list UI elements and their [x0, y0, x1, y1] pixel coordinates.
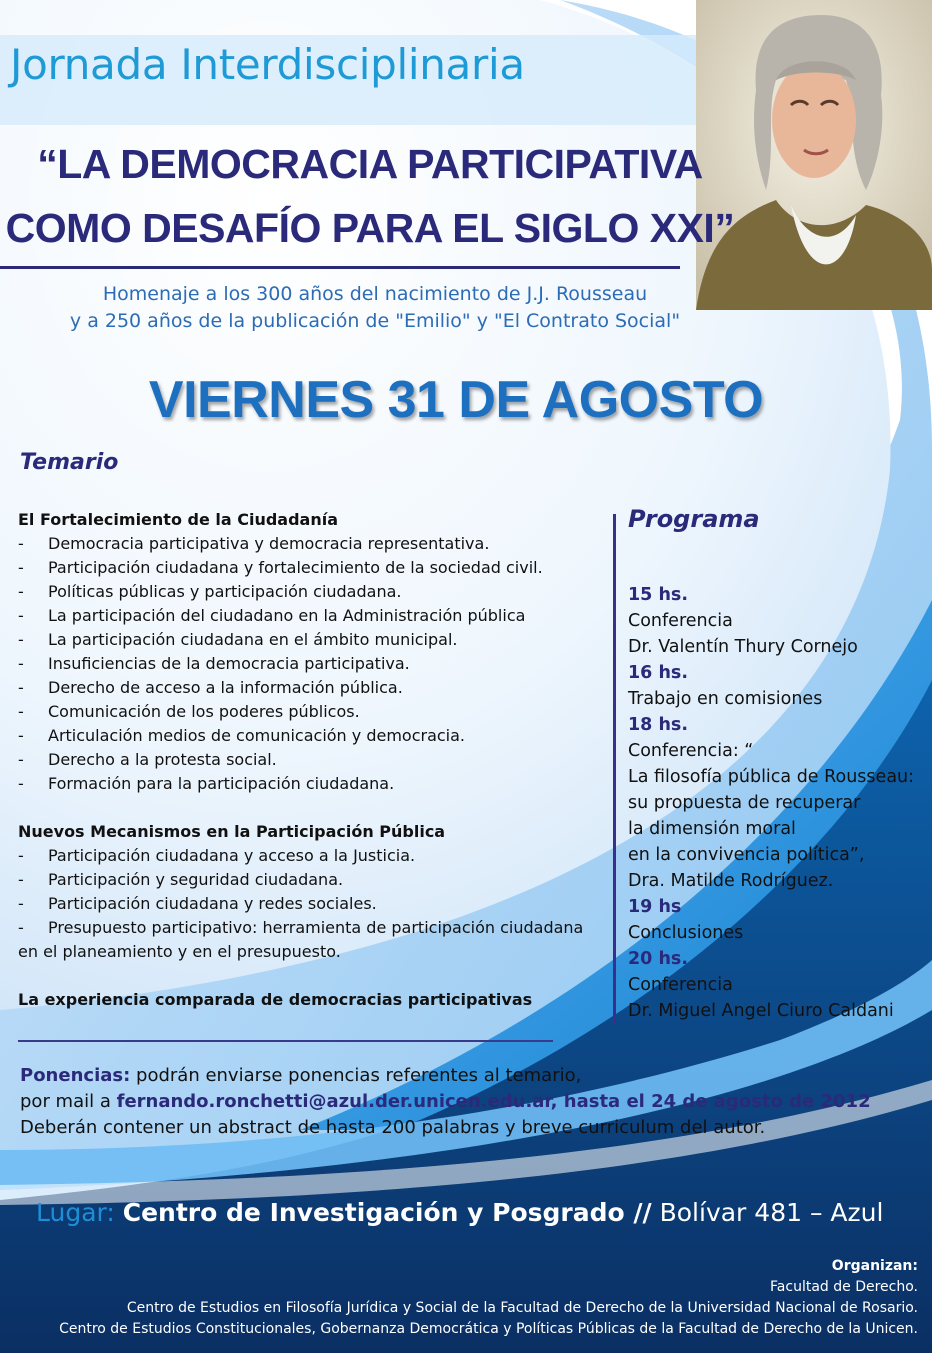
- schedule-line: Dra. Matilde Rodríguez.: [628, 871, 834, 891]
- programa-heading: Programa: [628, 505, 760, 533]
- list-item: - Participación ciudadana y fortalecimiento de la sociedad civil.: [18, 558, 543, 577]
- schedule-line: Trabajo en comisiones: [628, 689, 823, 709]
- schedule-line: Dr. Valentín Thury Cornejo: [628, 637, 858, 657]
- temario-list: [18, 508, 618, 1012]
- ponencias-line-3: Deberán contener un abstract de hasta 200 palabras y breve curriculum del autor.: [20, 1117, 766, 1138]
- event-date: VIERNES 31 DE AGOSTO: [148, 371, 764, 429]
- ponencias-block: [20, 1063, 920, 1141]
- list-item: - La participación ciudadana en el ámbito municipal.: [18, 630, 458, 649]
- section-divider: [18, 1040, 553, 1042]
- list-item: - Presupuesto participativo: herramienta de participación ciudadana: [18, 918, 584, 937]
- schedule-hour: 16 hs.: [628, 663, 688, 683]
- schedule-hour: 15 hs.: [628, 585, 688, 605]
- ponencias-label: Ponencias:: [20, 1065, 131, 1086]
- schedule-hour: 20 hs.: [628, 949, 688, 969]
- venue-line: [36, 1198, 883, 1227]
- schedule-line: Conclusiones: [628, 923, 744, 943]
- submission-deadline: , hasta el 24 de agosto de 2012: [550, 1091, 871, 1112]
- temario-heading: Temario: [20, 450, 119, 475]
- schedule-line: su propuesta de recuperar: [628, 793, 861, 813]
- organizer-item: Facultad de Derecho.: [770, 1279, 918, 1295]
- homage-line-2: y a 250 años de la publicación de "Emilio" y "El Contrato Social": [69, 310, 681, 332]
- list-item: - Participación ciudadana y acceso a la Justicia.: [18, 846, 416, 865]
- schedule-line: la dimensión moral: [628, 819, 796, 839]
- list-item: - Insuficiencias de la democracia participativa.: [18, 654, 410, 673]
- venue-label: Lugar:: [36, 1198, 115, 1227]
- list-item: - Articulación medios de comunicación y democracia.: [18, 726, 466, 745]
- list-item-continuation: en el planeamiento y en el presupuesto.: [18, 942, 341, 961]
- ponencias-line-2: por mail a fernando.ronchetti@azul.der.unicen.edu.ar, hasta el 24 de agosto de 2012: [20, 1091, 871, 1112]
- list-item: - Formación para la participación ciudadana.: [18, 774, 395, 793]
- event-title-line-2: COMO DESAFÍO PARA EL SIGLO XXI”: [5, 205, 735, 251]
- title-divider: [0, 266, 680, 269]
- ponencias-line-1: Ponencias: podrán enviarse ponencias referentes al temario,: [20, 1065, 582, 1086]
- venue-name: Centro de Investigación y Posgrado //: [122, 1198, 652, 1227]
- organizer-item: Centro de Estudios Constitucionales, Gobernanza Democrática y Políticas Públicas de la Facultad de Derecho de la Unicen.: [59, 1321, 918, 1337]
- homage-text: [20, 281, 730, 335]
- schedule-hour: 18 hs.: [628, 715, 688, 735]
- schedule-hour: 19 hs: [628, 897, 682, 917]
- event-type-heading: Jornada Interdisciplinaria: [10, 40, 525, 89]
- schedule-line: La filosofía pública de Rousseau:: [628, 767, 915, 787]
- schedule-line: en la convivencia política”,: [628, 845, 865, 865]
- section-title-nuevos-mecanismos: Nuevos Mecanismos en la Participación Pública: [18, 822, 446, 841]
- organizers-heading: Organizan:: [831, 1258, 918, 1274]
- list-item: - Políticas públicas y participación ciudadana.: [18, 582, 402, 601]
- event-title: [0, 132, 740, 260]
- list-item: - Democracia participativa y democracia representativa.: [18, 534, 490, 553]
- organizer-item: Centro de Estudios en Filosofía Jurídica y Social de la Facultad de Derecho de la Universidad Nacional de Rosario.: [126, 1300, 918, 1316]
- schedule-line: Dr. Miguel Angel Ciuro Caldani: [628, 1001, 894, 1021]
- list-item: - Derecho de acceso a la información pública.: [18, 678, 403, 697]
- list-item: - Participación ciudadana y redes sociales.: [18, 894, 377, 913]
- section-title-fortalecimiento: El Fortalecimiento de la Ciudadanía: [18, 510, 339, 529]
- programa-divider: [613, 514, 616, 1024]
- event-title-line-1: “LA DEMOCRACIA PARTICIPATIVA: [37, 141, 703, 187]
- section-title-experiencia: La experiencia comparada de democracias participativas: [18, 990, 533, 1009]
- programa-column: [628, 506, 928, 1024]
- schedule-line: Conferencia: [628, 611, 733, 631]
- list-item: - Participación y seguridad ciudadana.: [18, 870, 344, 889]
- homage-line-1: Homenaje a los 300 años del nacimiento de J.J. Rousseau: [102, 283, 648, 305]
- list-item: - La participación del ciudadano en la Administración pública: [18, 606, 526, 625]
- list-item: - Comunicación de los poderes públicos.: [18, 702, 360, 721]
- organizers-block: [59, 1256, 918, 1340]
- schedule-line: Conferencia: [628, 975, 733, 995]
- contact-email-link[interactable]: fernando.ronchetti@azul.der.unicen.edu.ar: [116, 1091, 551, 1112]
- list-item: - Derecho a la protesta social.: [18, 750, 277, 769]
- schedule-line: Conferencia: “: [628, 741, 754, 761]
- venue-address: Bolívar 481 – Azul: [659, 1198, 884, 1227]
